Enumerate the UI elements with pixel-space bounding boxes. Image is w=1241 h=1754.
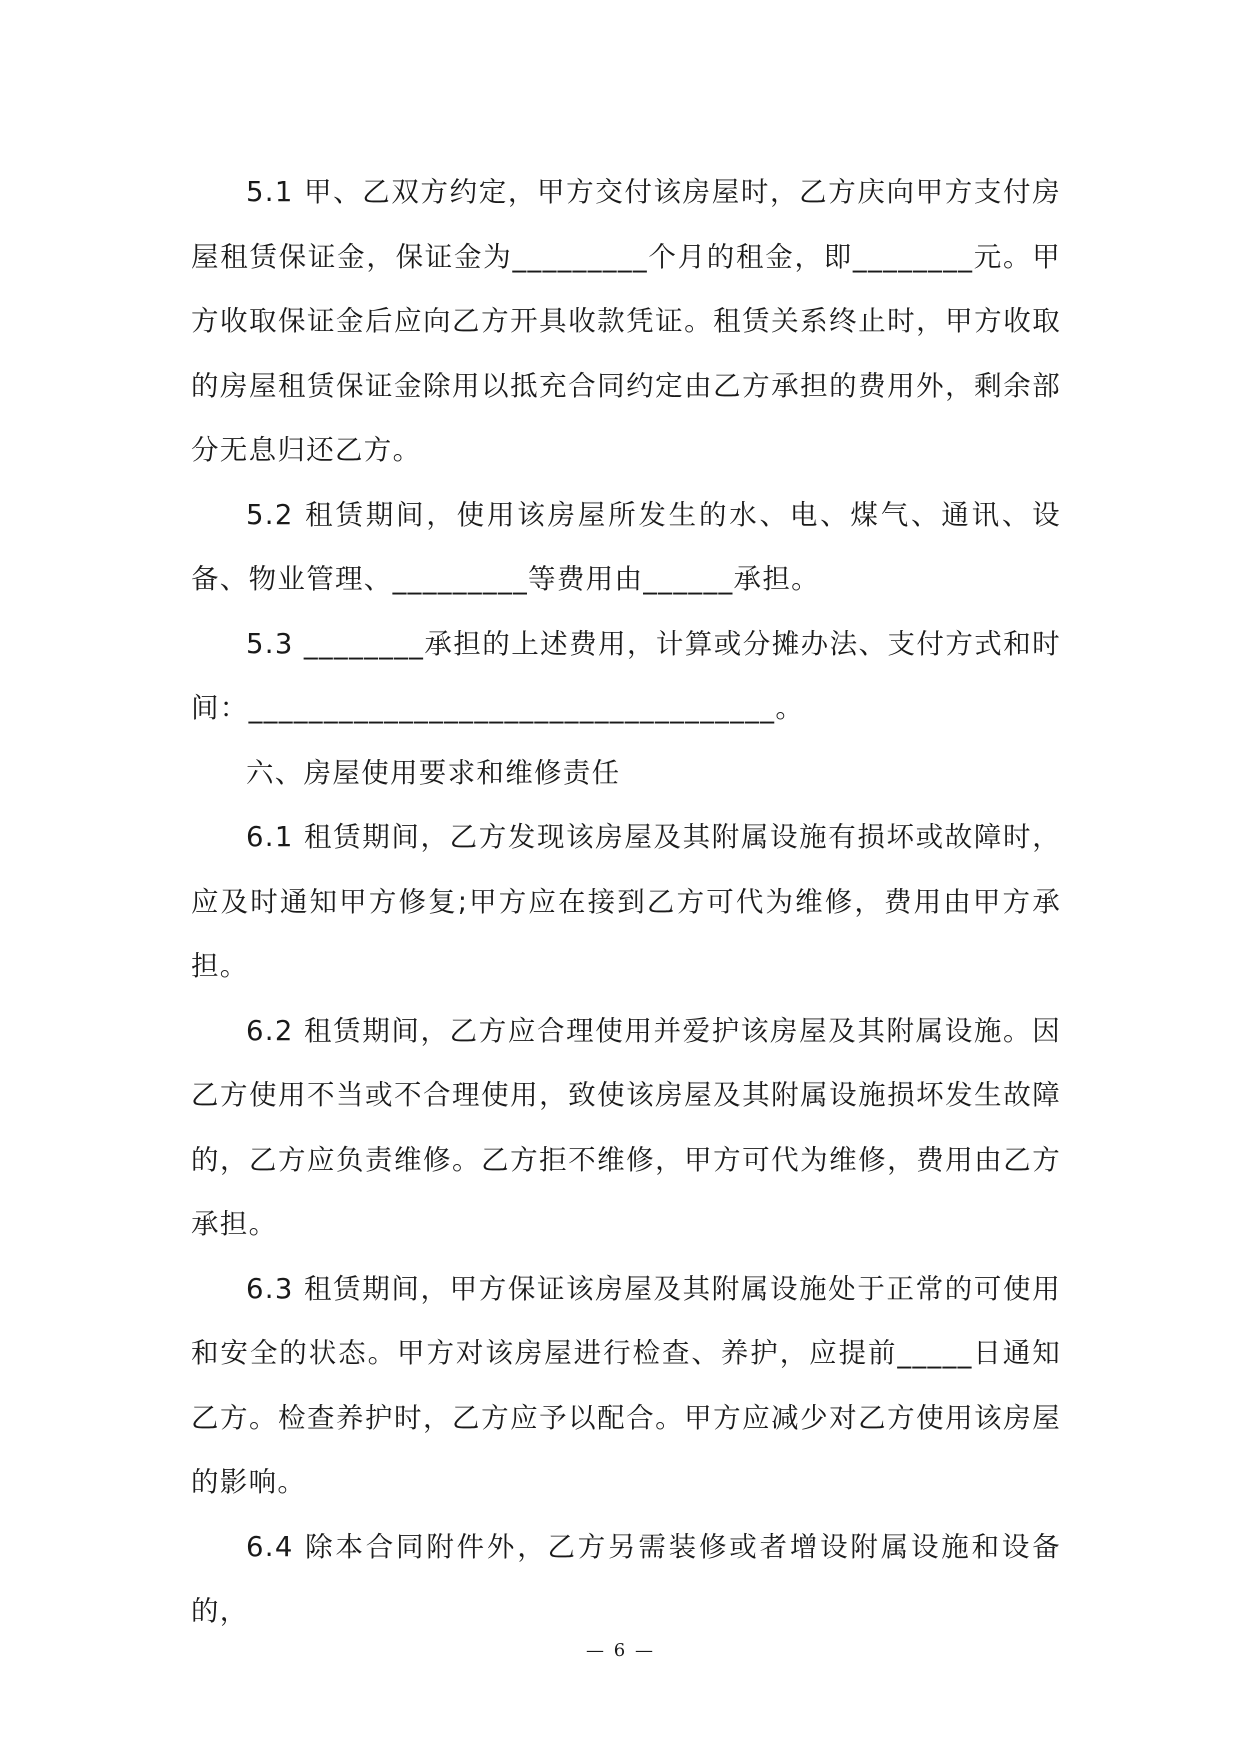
clause-5-1: 5.1 甲、乙双方约定，甲方交付该房屋时，乙方庆向甲方支付房屋租赁保证金，保证金为_________个月的租金，即________元。甲方收取保证金后应向乙方开具收款凭证。租赁关系终止时，甲方收取的房屋租赁保证金除用以抵充合同约定由乙方承担的费用外，剩余部分无息归还乙方。 xyxy=(191,176,1061,466)
clause-6-2: 6.2 租赁期间，乙方应合理使用并爱护该房屋及其附属设施。因乙方使用不当或不合理使用，致使该房屋及其附属设施损坏发生故障的，乙方应负责维修。乙方拒不维修，甲方可代为维修，费用由乙方承担。 xyxy=(191,1014,1061,1240)
clause-6-3: 6.3 租赁期间，甲方保证该房屋及其附属设施处于正常的可使用和安全的状态。甲方对该房屋进行检查、养护，应提前_____日通知乙方。检查养护时，乙方应予以配合。甲方应减少对乙方使用该房屋的影响。 xyxy=(191,1272,1061,1498)
clause-6-1: 6.1 租赁期间，乙方发现该房屋及其附属设施有损坏或故障时，应及时通知甲方修复;甲方应在接到乙方可代为维修，费用由甲方承担。 xyxy=(191,821,1061,982)
clause-5-3: 5.3 ________承担的上述费用，计算或分摊办法、支付方式和时间：___________________________________。 xyxy=(191,627,1061,724)
clause-5-2: 5.2 租赁期间，使用该房屋所发生的水、电、煤气、通讯、设备、物业管理、_________等费用由______承担。 xyxy=(191,498,1061,595)
section-6-heading: 六、房屋使用要求和维修责任 xyxy=(246,756,621,789)
document-body xyxy=(191,160,1061,1644)
clause-6-4: 6.4 除本合同附件外，乙方另需装修或者增设附属设施和设备的， xyxy=(191,1530,1061,1627)
page-number: — 6 — xyxy=(586,1640,655,1661)
